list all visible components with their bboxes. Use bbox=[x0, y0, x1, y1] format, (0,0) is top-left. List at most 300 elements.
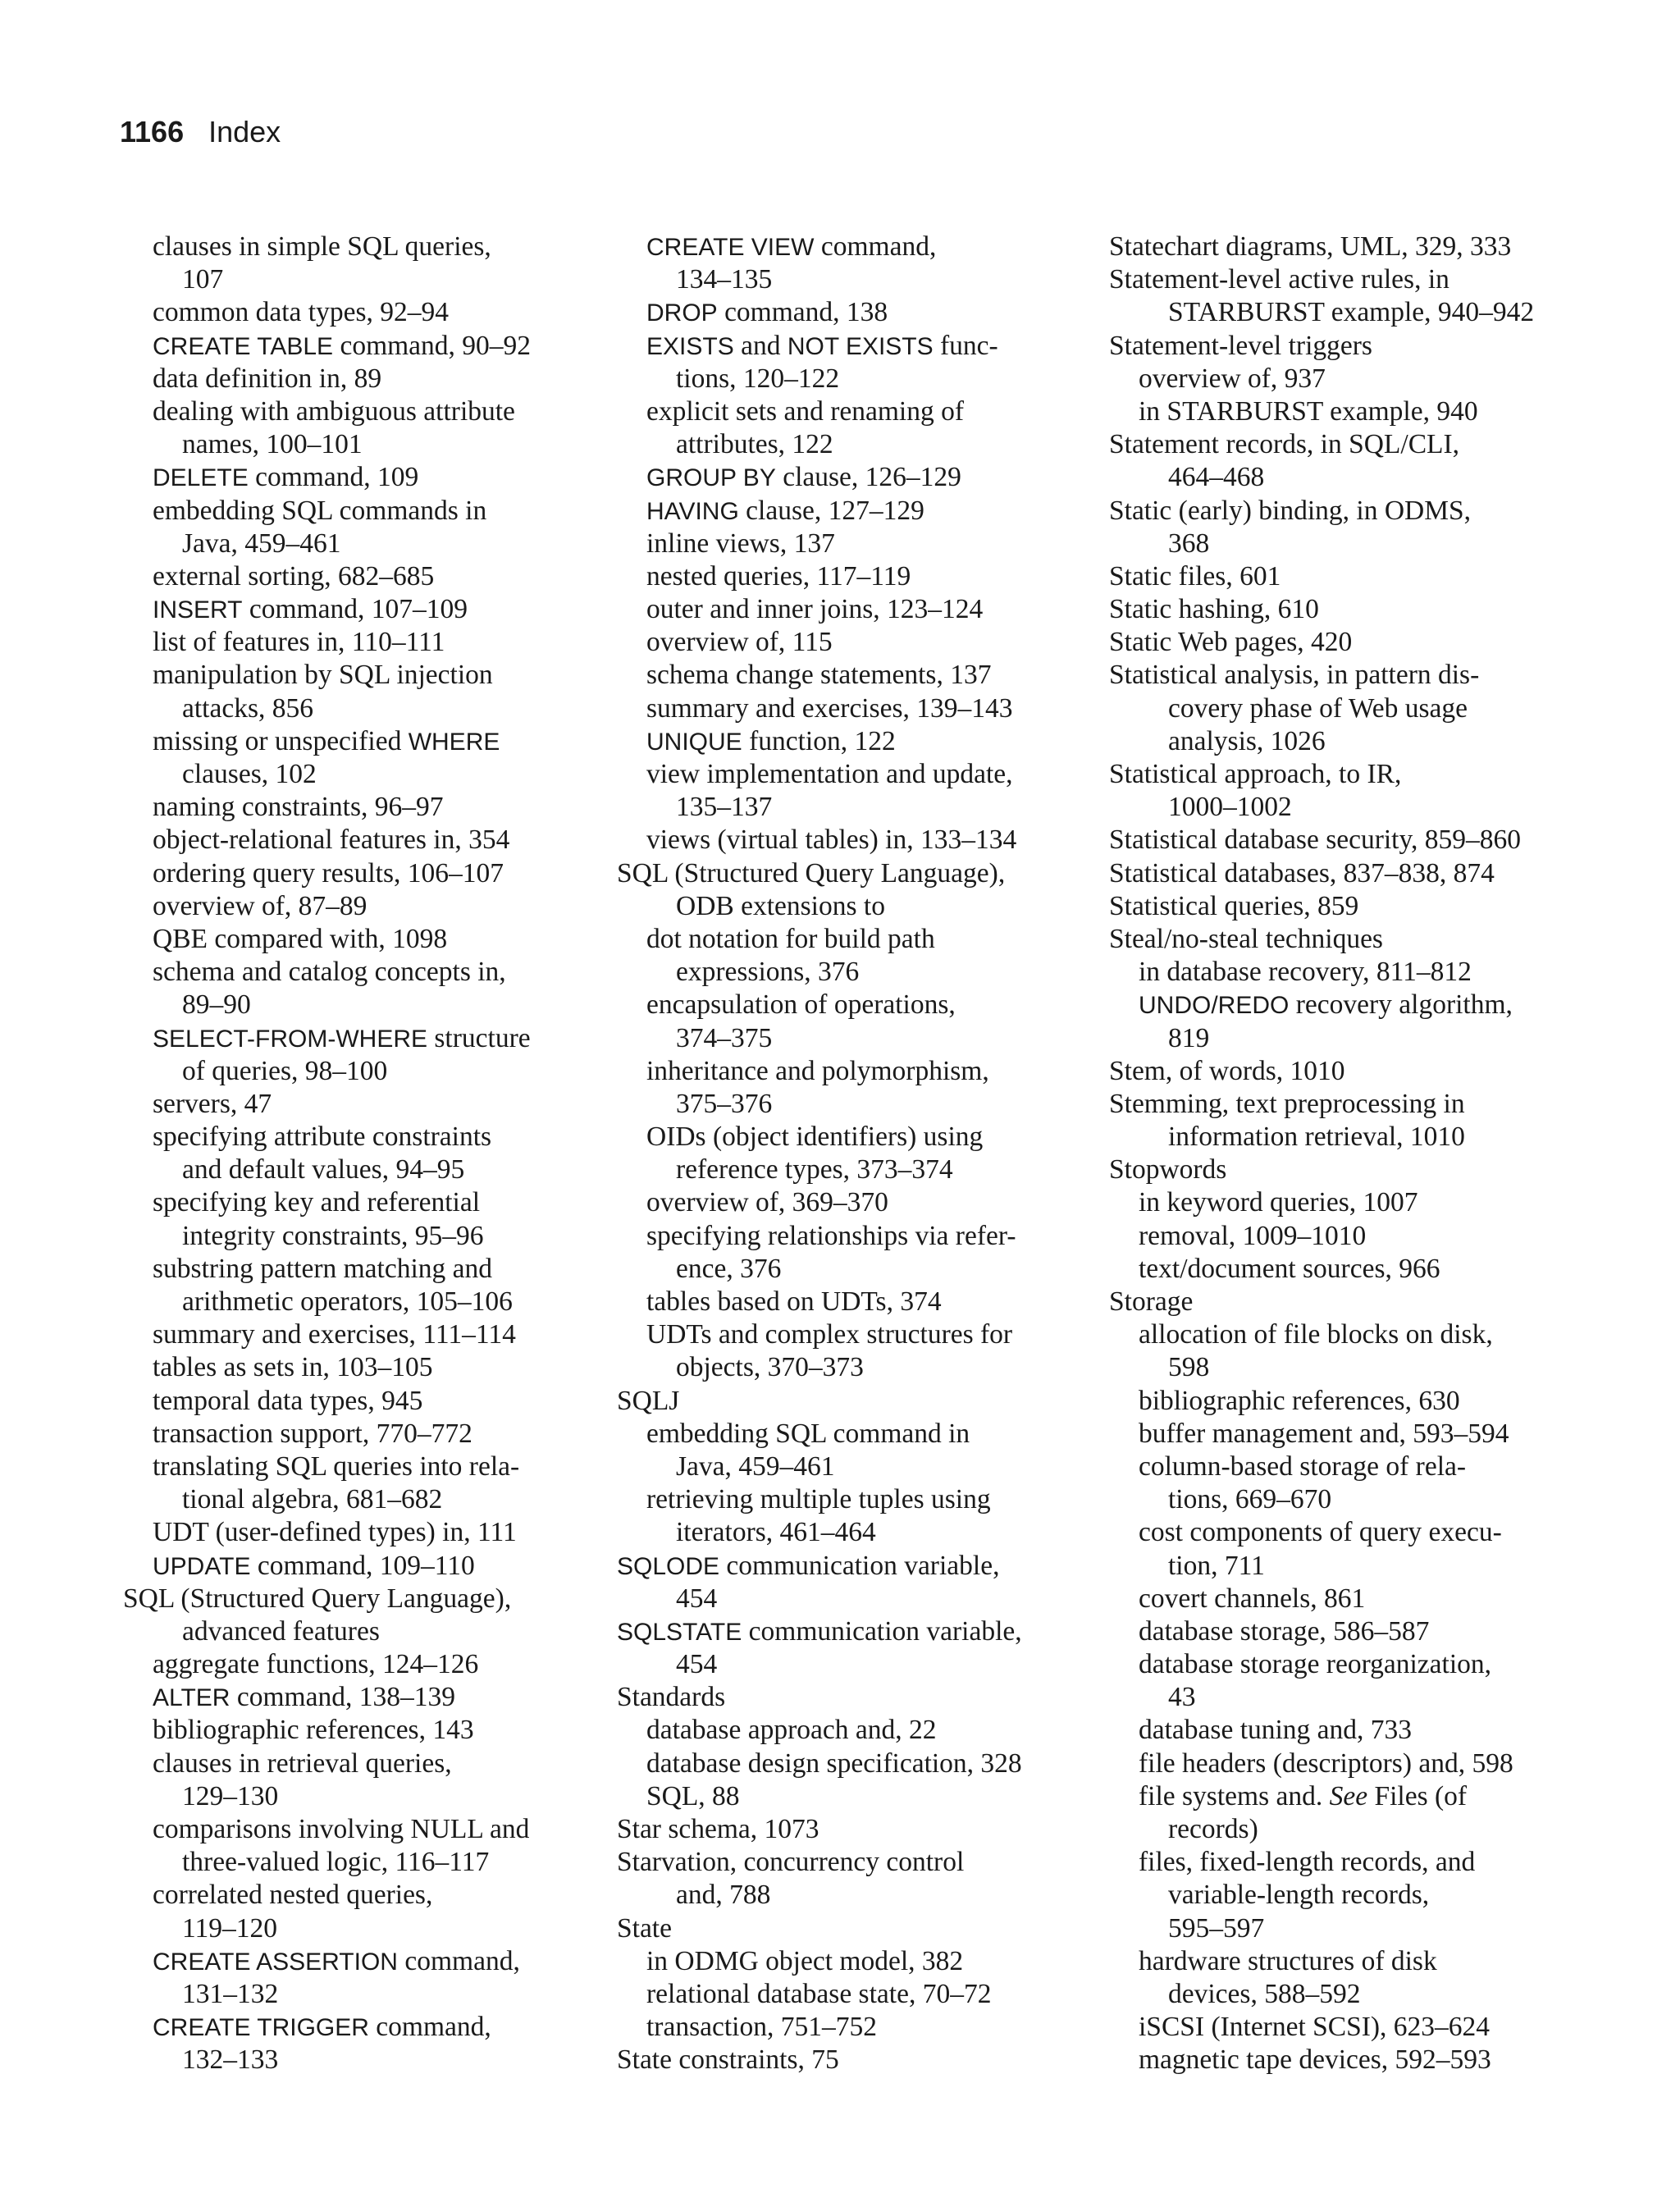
index-subentry bbox=[123, 1286, 566, 1318]
index-text: Statistical approach, to IR, bbox=[1109, 759, 1402, 789]
index-column-1 bbox=[123, 231, 566, 2077]
index-text: view implementation and update, bbox=[646, 759, 1013, 789]
index-subentry bbox=[617, 461, 1060, 494]
index-subentry bbox=[1109, 1220, 1568, 1253]
index-text: transaction support, 770–772 bbox=[153, 1418, 472, 1449]
index-text: 454 bbox=[676, 1649, 718, 1680]
index-entry bbox=[1109, 231, 1568, 263]
index-text: tional algebra, 681–682 bbox=[182, 1484, 443, 1515]
index-text: clause, 127–129 bbox=[738, 495, 924, 526]
index-text: command, 138–139 bbox=[230, 1682, 455, 1713]
index-subentry bbox=[617, 495, 1060, 528]
index-entry bbox=[1109, 923, 1568, 956]
index-text: Statement records, in SQL/CLI, bbox=[1109, 429, 1460, 460]
index-text: SQL (Structured Query Language), bbox=[123, 1583, 512, 1614]
index-text: ODB extensions to bbox=[676, 890, 885, 921]
index-subentry bbox=[123, 1318, 566, 1351]
index-entry bbox=[617, 1681, 1060, 1714]
index-subentry bbox=[123, 890, 566, 923]
index-text: STARBURST example, 940–942 bbox=[1168, 297, 1535, 328]
index-column-3 bbox=[1109, 231, 1568, 2077]
index-text: Stemming, text preprocessing in bbox=[1109, 1088, 1465, 1119]
index-text: attacks, 856 bbox=[182, 692, 314, 724]
index-subentry bbox=[123, 1912, 566, 1945]
index-entry bbox=[617, 2044, 1060, 2076]
index-subentry bbox=[123, 1516, 566, 1549]
index-text: tions, 669–670 bbox=[1168, 1484, 1332, 1515]
index-subentry bbox=[617, 956, 1060, 989]
index-subentry bbox=[617, 1186, 1060, 1219]
index-subentry bbox=[617, 1318, 1060, 1351]
index-text: names, 100–101 bbox=[182, 429, 363, 460]
index-subentry bbox=[123, 725, 566, 758]
index-subentry bbox=[1109, 1747, 1568, 1780]
index-text: 134–135 bbox=[676, 264, 773, 295]
index-subentry bbox=[1109, 461, 1568, 494]
index-subentry bbox=[1109, 1351, 1568, 1384]
index-text: comparisons involving NULL and bbox=[153, 1814, 530, 1844]
index-text: overview of, 87–89 bbox=[153, 890, 368, 921]
index-subentry bbox=[617, 1088, 1060, 1121]
index-text: Star schema, 1073 bbox=[617, 1814, 819, 1844]
index-subentry bbox=[123, 363, 566, 395]
index-term-code: WHERE bbox=[408, 728, 500, 756]
index-subentry bbox=[1109, 1615, 1568, 1648]
index-subentry bbox=[1109, 1846, 1568, 1879]
index-text: file headers (descriptors) and, 598 bbox=[1139, 1747, 1513, 1779]
index-text: 132–133 bbox=[182, 2044, 279, 2076]
index-text: Java, 459–461 bbox=[676, 1450, 835, 1482]
index-text: communication variable, bbox=[742, 1615, 1022, 1647]
index-text: external sorting, 682–685 bbox=[153, 560, 435, 592]
index-text: correlated nested queries, bbox=[153, 1880, 433, 1911]
index-subentry bbox=[617, 659, 1060, 692]
index-entry bbox=[1109, 330, 1568, 363]
index-term-code: NOT EXISTS bbox=[787, 332, 934, 360]
index-text: analysis, 1026 bbox=[1168, 725, 1326, 756]
index-text: naming constraints, 96–97 bbox=[153, 792, 444, 823]
index-subentry bbox=[1109, 1483, 1568, 1516]
index-entry bbox=[1109, 428, 1568, 461]
index-text: data definition in, 89 bbox=[153, 363, 382, 394]
index-text: func- bbox=[933, 330, 998, 361]
index-entry bbox=[617, 1912, 1060, 1945]
index-subentry bbox=[617, 1351, 1060, 1384]
index-subentry bbox=[123, 1978, 566, 2011]
index-text: encapsulation of operations, bbox=[646, 989, 956, 1021]
index-text: in STARBURST example, 940 bbox=[1139, 395, 1478, 427]
index-text: in database recovery, 811–812 bbox=[1139, 957, 1472, 988]
index-subentry bbox=[123, 1714, 566, 1747]
index-text: OIDs (object identifiers) using bbox=[646, 1122, 984, 1153]
index-text: variable-length records, bbox=[1168, 1880, 1430, 1911]
index-subentry bbox=[1109, 1681, 1568, 1714]
index-subentry bbox=[617, 758, 1060, 791]
section-title: Index bbox=[208, 115, 281, 148]
index-subentry bbox=[617, 1747, 1060, 1780]
index-text: specifying relationships via refer- bbox=[646, 1220, 1016, 1251]
index-subentry bbox=[1109, 1714, 1568, 1747]
index-text: Statistical analysis, in pattern dis- bbox=[1109, 660, 1480, 691]
index-subentry bbox=[123, 395, 566, 428]
index-subentry bbox=[123, 1450, 566, 1483]
index-subentry bbox=[123, 263, 566, 296]
index-text: inline views, 137 bbox=[646, 528, 835, 559]
index-text: dealing with ambiguous attribute bbox=[153, 395, 515, 427]
index-subentry bbox=[1109, 1550, 1568, 1583]
index-text: relational database state, 70–72 bbox=[646, 1978, 992, 2009]
index-text: overview of, 115 bbox=[646, 627, 833, 658]
index-subentry bbox=[617, 989, 1060, 1021]
index-text: ordering query results, 106–107 bbox=[153, 857, 504, 889]
index-subentry bbox=[1109, 1945, 1568, 1978]
index-text: in ODMG object model, 382 bbox=[646, 1945, 964, 1976]
index-subentry bbox=[617, 395, 1060, 428]
index-text: Steal/no-steal techniques bbox=[1109, 923, 1383, 954]
index-subentry bbox=[123, 1385, 566, 1418]
index-text: function, 122 bbox=[742, 725, 896, 756]
index-subentry bbox=[123, 1813, 566, 1846]
index-entry bbox=[1109, 593, 1568, 626]
index-entry bbox=[1109, 560, 1568, 593]
index-text: 819 bbox=[1168, 1022, 1210, 1053]
index-text: file systems and. bbox=[1139, 1780, 1330, 1811]
index-subentry bbox=[617, 1418, 1060, 1450]
index-subentry bbox=[1109, 692, 1568, 725]
index-entry bbox=[1109, 758, 1568, 791]
index-text: clause, 126–129 bbox=[775, 462, 961, 493]
index-entry bbox=[1109, 824, 1568, 857]
index-subentry bbox=[1109, 1450, 1568, 1483]
index-subentry bbox=[123, 593, 566, 626]
index-text: outer and inner joins, 123–124 bbox=[646, 594, 984, 625]
index-subentry bbox=[617, 1483, 1060, 1516]
index-subentry bbox=[123, 231, 566, 263]
index-text: covery phase of Web usage bbox=[1168, 692, 1468, 724]
index-text: Statement-level active rules, in bbox=[1109, 264, 1449, 295]
index-text: State bbox=[617, 1912, 672, 1944]
index-text: summary and exercises, 111–114 bbox=[153, 1319, 516, 1350]
index-text: advanced features bbox=[182, 1615, 380, 1647]
index-text: and default values, 94–95 bbox=[182, 1154, 465, 1186]
index-subentry bbox=[1109, 1879, 1568, 1912]
index-subentry bbox=[617, 1583, 1060, 1615]
index-subentry bbox=[123, 461, 566, 494]
index-text: in keyword queries, 1007 bbox=[1139, 1187, 1418, 1218]
index-text: tion, 711 bbox=[1168, 1550, 1265, 1581]
index-text: information retrieval, 1010 bbox=[1168, 1122, 1465, 1153]
index-term-code: UPDATE bbox=[153, 1552, 251, 1580]
index-text: temporal data types, 945 bbox=[153, 1385, 423, 1416]
index-term-italic: See bbox=[1329, 1780, 1368, 1811]
index-subentry bbox=[1109, 956, 1568, 989]
index-text: views (virtual tables) in, 133–134 bbox=[646, 825, 1017, 856]
index-subentry bbox=[123, 989, 566, 1021]
index-subentry bbox=[1109, 1813, 1568, 1846]
index-entry bbox=[1109, 890, 1568, 923]
index-subentry bbox=[617, 1121, 1060, 1154]
index-subentry bbox=[123, 659, 566, 692]
index-text: manipulation by SQL injection bbox=[153, 660, 493, 691]
index-subentry bbox=[1109, 1912, 1568, 1945]
index-text: schema change statements, 137 bbox=[646, 660, 992, 691]
index-text: Statistical databases, 837–838, 874 bbox=[1109, 857, 1495, 889]
index-entry bbox=[1109, 495, 1568, 528]
index-subentry bbox=[123, 495, 566, 528]
index-subentry bbox=[123, 1615, 566, 1648]
page-header bbox=[120, 115, 281, 156]
index-text: tables as sets in, 103–105 bbox=[153, 1352, 433, 1383]
index-text: 107 bbox=[182, 264, 224, 295]
index-entry bbox=[617, 1385, 1060, 1418]
page-number: 1166 bbox=[120, 115, 185, 148]
index-term-code: UNDO/REDO bbox=[1139, 992, 1290, 1020]
index-entry bbox=[1109, 1154, 1568, 1186]
index-subentry bbox=[123, 1154, 566, 1186]
index-subentry bbox=[617, 1450, 1060, 1483]
index-subentry bbox=[123, 923, 566, 956]
index-entry bbox=[617, 1615, 1060, 1648]
index-subentry bbox=[617, 1022, 1060, 1055]
index-subentry bbox=[617, 1780, 1060, 1813]
index-text: 119–120 bbox=[182, 1912, 278, 1944]
index-subentry bbox=[617, 890, 1060, 923]
index-text: 131–132 bbox=[182, 1978, 279, 2009]
index-text: explicit sets and renaming of bbox=[646, 395, 965, 427]
index-subentry bbox=[123, 1418, 566, 1450]
index-subentry bbox=[1109, 791, 1568, 824]
index-entry bbox=[1109, 659, 1568, 692]
index-term-code: CREATE TABLE bbox=[153, 332, 334, 360]
index-text: translating SQL queries into rela- bbox=[153, 1450, 520, 1482]
index-text: specifying key and referential bbox=[153, 1187, 481, 1218]
index-subentry bbox=[617, 560, 1060, 593]
index-text: and bbox=[733, 330, 788, 361]
index-text: schema and catalog concepts in, bbox=[153, 957, 506, 988]
index-subentry bbox=[1109, 1022, 1568, 1055]
index-text: iSCSI (Internet SCSI), 623–624 bbox=[1139, 2012, 1491, 2043]
index-text: summary and exercises, 139–143 bbox=[646, 692, 1013, 724]
index-subentry bbox=[123, 692, 566, 725]
index-entry bbox=[617, 1550, 1060, 1583]
index-term-code: GROUP BY bbox=[646, 464, 776, 492]
index-text: database storage, 586–587 bbox=[1139, 1615, 1430, 1647]
index-text: tables based on UDTs, 374 bbox=[646, 1286, 942, 1317]
index-text: files, fixed-length records, and bbox=[1139, 1847, 1476, 1878]
index-text: 454 bbox=[676, 1583, 718, 1614]
index-entry bbox=[1109, 1286, 1568, 1318]
index-text: servers, 47 bbox=[153, 1088, 272, 1119]
index-term-code: SQLSTATE bbox=[617, 1618, 742, 1646]
index-text: 89–90 bbox=[182, 989, 251, 1021]
index-subentry bbox=[1109, 528, 1568, 560]
index-text: allocation of file blocks on disk, bbox=[1139, 1319, 1493, 1350]
index-text: recovery algorithm, bbox=[1289, 989, 1513, 1021]
index-subentry bbox=[1109, 395, 1568, 428]
index-text: arithmetic operators, 105–106 bbox=[182, 1286, 513, 1317]
index-text: structure bbox=[427, 1022, 531, 1053]
index-subentry bbox=[123, 1253, 566, 1286]
index-text: Static (early) binding, in ODMS, bbox=[1109, 495, 1472, 526]
index-entry bbox=[1109, 1088, 1568, 1121]
index-text: State constraints, 75 bbox=[617, 2044, 839, 2076]
index-term-code: CREATE ASSERTION bbox=[153, 1948, 398, 1976]
index-subentry bbox=[617, 725, 1060, 758]
index-text: bibliographic references, 630 bbox=[1139, 1385, 1460, 1416]
index-text: reference types, 373–374 bbox=[676, 1154, 953, 1186]
index-text: QBE compared with, 1098 bbox=[153, 923, 448, 954]
index-text: records) bbox=[1168, 1814, 1258, 1844]
index-text: 464–468 bbox=[1168, 462, 1265, 493]
index-term-code: UNIQUE bbox=[646, 728, 742, 756]
index-term-code: ALTER bbox=[153, 1684, 231, 1712]
index-subentry bbox=[617, 330, 1060, 363]
index-text: retrieving multiple tuples using bbox=[646, 1484, 991, 1515]
index-text: Statistical database security, 859–860 bbox=[1109, 825, 1522, 856]
index-text: 129–130 bbox=[182, 1780, 279, 1811]
index-term-code: CREATE VIEW bbox=[646, 234, 815, 261]
index-subentry bbox=[617, 923, 1060, 956]
index-text: magnetic tape devices, 592–593 bbox=[1139, 2044, 1491, 2076]
index-subentry bbox=[1109, 1253, 1568, 1286]
index-text: clauses, 102 bbox=[182, 759, 317, 789]
index-subentry bbox=[1109, 989, 1568, 1021]
index-text: command, bbox=[368, 2012, 491, 2043]
index-subentry bbox=[123, 1022, 566, 1055]
index-text: Static hashing, 610 bbox=[1109, 594, 1319, 625]
index-term-code: CREATE TRIGGER bbox=[153, 2014, 369, 2042]
index-subentry bbox=[1109, 1978, 1568, 2011]
index-subentry bbox=[617, 1648, 1060, 1681]
index-text: text/document sources, 966 bbox=[1139, 1253, 1440, 1284]
index-subentry bbox=[1109, 2011, 1568, 2044]
index-text: embedding SQL command in bbox=[646, 1418, 970, 1449]
index-text: clauses in retrieval queries, bbox=[153, 1747, 452, 1779]
index-text: expressions, 376 bbox=[676, 957, 860, 988]
index-subentry bbox=[1109, 1385, 1568, 1418]
index-subentry bbox=[617, 791, 1060, 824]
index-text: database tuning and, 733 bbox=[1139, 1715, 1413, 1746]
index-subentry bbox=[123, 330, 566, 363]
index-text: covert channels, 861 bbox=[1139, 1583, 1366, 1614]
index-subentry bbox=[123, 428, 566, 461]
index-text: UDTs and complex structures for bbox=[646, 1319, 1013, 1350]
index-text: Starvation, concurrency control bbox=[617, 1847, 965, 1878]
index-subentry bbox=[123, 528, 566, 560]
index-text: specifying attribute constraints bbox=[153, 1122, 492, 1153]
index-subentry bbox=[123, 1121, 566, 1154]
index-text: attributes, 122 bbox=[676, 429, 833, 460]
index-subentry bbox=[1109, 1583, 1568, 1615]
index-subentry bbox=[123, 824, 566, 857]
index-subentry bbox=[617, 1286, 1060, 1318]
index-text: aggregate functions, 124–126 bbox=[153, 1649, 479, 1680]
index-text: SQLJ bbox=[617, 1385, 680, 1416]
index-subentry bbox=[617, 231, 1060, 263]
index-subentry bbox=[617, 1055, 1060, 1088]
index-term-code: EXISTS bbox=[646, 332, 734, 360]
index-subentry bbox=[1109, 1780, 1568, 1813]
index-text: Storage bbox=[1109, 1286, 1194, 1317]
index-text: tions, 120–122 bbox=[676, 363, 840, 394]
index-subentry bbox=[1109, 1648, 1568, 1681]
index-subentry bbox=[123, 1220, 566, 1253]
index-text: communication variable, bbox=[719, 1550, 1000, 1581]
index-subentry bbox=[123, 1945, 566, 1978]
index-text: dot notation for build path bbox=[646, 923, 935, 954]
index-subentry bbox=[617, 1516, 1060, 1549]
index-text: command, 109 bbox=[248, 462, 419, 493]
index-subentry bbox=[123, 1088, 566, 1121]
index-text: 598 bbox=[1168, 1352, 1210, 1383]
index-text: command, bbox=[814, 231, 937, 262]
index-text: 595–597 bbox=[1168, 1912, 1265, 1944]
index-entry bbox=[123, 1583, 566, 1615]
index-subentry bbox=[617, 263, 1060, 296]
index-text: Static Web pages, 420 bbox=[1109, 627, 1353, 658]
index-subentry bbox=[123, 2044, 566, 2076]
index-subentry bbox=[123, 1879, 566, 1912]
index-text: clauses in simple SQL queries, bbox=[153, 231, 491, 262]
index-subentry bbox=[123, 626, 566, 659]
index-subentry bbox=[1109, 1418, 1568, 1450]
index-entry bbox=[1109, 263, 1568, 296]
index-entry bbox=[1109, 626, 1568, 659]
index-subentry bbox=[123, 1351, 566, 1384]
index-text: Java, 459–461 bbox=[182, 528, 341, 559]
index-subentry bbox=[123, 1681, 566, 1714]
index-text: command, 138 bbox=[717, 297, 888, 328]
index-subentry bbox=[123, 1747, 566, 1780]
index-text: SQL (Structured Query Language), bbox=[617, 857, 1006, 889]
index-text: SQL, 88 bbox=[646, 1780, 740, 1811]
index-term-code: SELECT-FROM-WHERE bbox=[153, 1025, 428, 1053]
index-text: list of features in, 110–111 bbox=[153, 627, 445, 658]
index-text: command, 107–109 bbox=[242, 594, 468, 625]
index-subentry bbox=[617, 1154, 1060, 1186]
index-subentry bbox=[617, 1220, 1060, 1253]
index-text: Stem, of words, 1010 bbox=[1109, 1055, 1345, 1086]
index-subentry bbox=[617, 1978, 1060, 2011]
index-subentry bbox=[617, 1253, 1060, 1286]
index-text: Statistical queries, 859 bbox=[1109, 890, 1359, 921]
index-text: inheritance and polymorphism, bbox=[646, 1055, 989, 1086]
index-text: substring pattern matching and bbox=[153, 1253, 493, 1284]
index-text: UDT (user-defined types) in, 111 bbox=[153, 1517, 517, 1548]
index-entry bbox=[617, 1846, 1060, 1879]
index-text: database design specification, 328 bbox=[646, 1747, 1022, 1779]
index-text: 135–137 bbox=[676, 792, 773, 823]
index-subentry bbox=[617, 1879, 1060, 1912]
index-text: buffer management and, 593–594 bbox=[1139, 1418, 1509, 1449]
index-text: Static files, 601 bbox=[1109, 560, 1281, 592]
index-subentry bbox=[617, 2011, 1060, 2044]
index-subentry bbox=[617, 363, 1060, 395]
index-text: column-based storage of rela- bbox=[1139, 1450, 1467, 1482]
index-text: command, bbox=[397, 1945, 520, 1976]
index-text: embedding SQL commands in bbox=[153, 495, 487, 526]
index-text: common data types, 92–94 bbox=[153, 297, 449, 328]
index-term-code: DELETE bbox=[153, 464, 249, 492]
index-text: transaction, 751–752 bbox=[646, 2012, 877, 2043]
index-text: three-valued logic, 116–117 bbox=[182, 1847, 490, 1878]
index-subentry bbox=[617, 296, 1060, 329]
index-subentry bbox=[617, 1714, 1060, 1747]
index-text: Files (of bbox=[1367, 1780, 1468, 1811]
index-subentry bbox=[123, 956, 566, 989]
index-text: 1000–1002 bbox=[1168, 792, 1292, 823]
index-subentry bbox=[123, 296, 566, 329]
